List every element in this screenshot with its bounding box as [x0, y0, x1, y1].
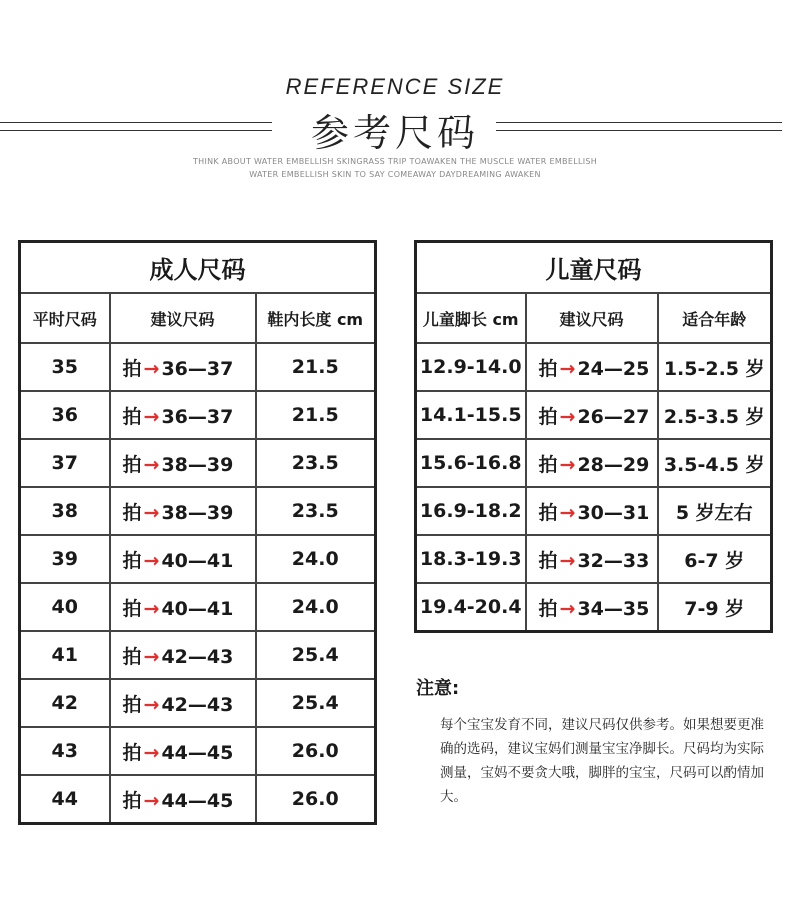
adult-header-suggested-size: 建议尺码: [110, 293, 256, 343]
adult-table-title: 成人尺码: [20, 242, 376, 294]
length-cell: 12.9-14.0: [416, 343, 526, 391]
table-row: [416, 583, 772, 632]
length-cell: 16.9-18.2: [416, 487, 526, 535]
suggest-value: 30—31: [577, 501, 650, 524]
size-cell: 40: [20, 583, 110, 631]
size-cell: 41: [20, 631, 110, 679]
header-title-cn: 参考尺码: [310, 111, 479, 155]
table-row: [20, 727, 376, 775]
suggested-size-cell: [526, 535, 658, 583]
table-row: [20, 583, 376, 631]
suggested-size-cell: [526, 439, 658, 487]
child-header-suggested-size: 建议尺码: [526, 293, 658, 343]
suggest-prefix: 拍: [122, 453, 142, 476]
suggest-value: 34—35: [577, 597, 650, 620]
length-cell: 26.0: [256, 775, 376, 824]
suggest-value: 26—27: [577, 405, 650, 428]
length-cell: 14.1-15.5: [416, 391, 526, 439]
length-cell: 24.0: [256, 583, 376, 631]
suggest-prefix: 拍: [122, 357, 142, 380]
arrow-right-icon: →: [143, 549, 160, 572]
length-cell: 23.5: [256, 439, 376, 487]
size-cell: 38: [20, 487, 110, 535]
note-body: 每个宝宝发育不同，建议尺码仅供参考。如果想要更准确的选码，建议宝妈们测量宝宝净脚长。尺码均为实际测量，宝妈不要贪大哦，脚胖的宝宝，尺码可以酌情加大。: [440, 717, 764, 805]
suggest-value: 38—39: [161, 501, 234, 524]
suggest-prefix: 拍: [538, 453, 558, 476]
length-cell: 21.5: [256, 343, 376, 391]
table-row: [20, 439, 376, 487]
suggest-value: 24—25: [577, 357, 650, 380]
suggest-prefix: 拍: [122, 597, 142, 620]
arrow-right-icon: →: [559, 549, 576, 572]
arrow-right-icon: →: [143, 693, 160, 716]
arrow-right-icon: →: [143, 741, 160, 764]
suggest-prefix: 拍: [538, 597, 558, 620]
adult-header-inner-length: 鞋内长度 cm: [256, 293, 376, 343]
suggested-size-cell: [110, 631, 256, 679]
table-row: [416, 487, 772, 535]
suggested-size-cell: [110, 679, 256, 727]
age-cell: 3.5-4.5 岁: [658, 439, 772, 487]
suggested-size-cell: [110, 343, 256, 391]
suggested-size-cell: [110, 535, 256, 583]
suggested-size-cell: [526, 343, 658, 391]
length-cell: 26.0: [256, 727, 376, 775]
suggest-prefix: 拍: [122, 645, 142, 668]
suggest-prefix: 拍: [538, 549, 558, 572]
table-row: [20, 535, 376, 583]
suggest-value: 42—43: [161, 693, 234, 716]
table-row: [416, 535, 772, 583]
age-cell: 7-9 岁: [658, 583, 772, 632]
suggested-size-cell: [110, 775, 256, 824]
arrow-right-icon: →: [143, 357, 160, 380]
size-cell: 37: [20, 439, 110, 487]
age-cell: 6-7 岁: [658, 535, 772, 583]
suggest-value: 44—45: [161, 741, 234, 764]
child-size-table: [414, 240, 773, 633]
suggest-prefix: 拍: [538, 405, 558, 428]
suggest-prefix: 拍: [538, 501, 558, 524]
note-title: 注意:: [416, 678, 460, 699]
suggest-prefix: 拍: [122, 405, 142, 428]
suggested-size-cell: [110, 439, 256, 487]
table-row: [20, 679, 376, 727]
suggest-prefix: 拍: [122, 789, 142, 812]
suggest-prefix: 拍: [122, 501, 142, 524]
arrow-right-icon: →: [559, 405, 576, 428]
suggest-value: 36—37: [161, 405, 234, 428]
header-subtitle-line2: WATER EMBELLISH SKIN TO SAY COMEAWAY DAYDREAMING AWAKEN: [249, 170, 541, 179]
arrow-right-icon: →: [559, 501, 576, 524]
suggested-size-cell: [110, 391, 256, 439]
suggested-size-cell: [110, 583, 256, 631]
arrow-right-icon: →: [143, 405, 160, 428]
size-cell: 42: [20, 679, 110, 727]
age-cell: 1.5-2.5 岁: [658, 343, 772, 391]
suggest-value: 40—41: [161, 597, 234, 620]
suggest-prefix: 拍: [538, 357, 558, 380]
length-cell: 21.5: [256, 391, 376, 439]
child-table-title: 儿童尺码: [416, 242, 772, 294]
header-subtitle-line1: THINK ABOUT WATER EMBELLISH SKINGRASS TRIP TOAWAKEN THE MUSCLE WATER EMBELLISH: [192, 157, 598, 166]
suggest-value: 44—45: [161, 789, 234, 812]
table-row: [20, 391, 376, 439]
table-row: [20, 487, 376, 535]
suggested-size-cell: [526, 583, 658, 632]
suggested-size-cell: [526, 487, 658, 535]
adult-size-table: [18, 240, 377, 825]
child-header-foot-length: 儿童脚长 cm: [416, 293, 526, 343]
table-row: [20, 343, 376, 391]
arrow-right-icon: →: [143, 789, 160, 812]
table-row: [20, 631, 376, 679]
header-title-en: REFERENCE SIZE: [285, 74, 505, 99]
table-row: [416, 343, 772, 391]
length-cell: 24.0: [256, 535, 376, 583]
arrow-right-icon: →: [143, 501, 160, 524]
length-cell: 18.3-19.3: [416, 535, 526, 583]
length-cell: 25.4: [256, 679, 376, 727]
size-cell: 39: [20, 535, 110, 583]
suggested-size-cell: [526, 391, 658, 439]
suggest-value: 42—43: [161, 645, 234, 668]
suggested-size-cell: [110, 487, 256, 535]
suggest-value: 40—41: [161, 549, 234, 572]
age-cell: 2.5-3.5 岁: [658, 391, 772, 439]
table-row: [20, 775, 376, 824]
suggest-prefix: 拍: [122, 741, 142, 764]
suggested-size-cell: [110, 727, 256, 775]
age-cell: 5 岁左右: [658, 487, 772, 535]
table-row: [416, 391, 772, 439]
arrow-right-icon: →: [559, 453, 576, 476]
length-cell: 23.5: [256, 487, 376, 535]
suggest-value: 38—39: [161, 453, 234, 476]
length-cell: 25.4: [256, 631, 376, 679]
arrow-right-icon: →: [559, 357, 576, 380]
arrow-right-icon: →: [143, 645, 160, 668]
header-rule-right: [496, 122, 782, 131]
child-header-age: 适合年龄: [658, 293, 772, 343]
size-cell: 44: [20, 775, 110, 824]
adult-header-usual-size: 平时尺码: [20, 293, 110, 343]
table-row: [416, 439, 772, 487]
length-cell: 15.6-16.8: [416, 439, 526, 487]
suggest-value: 32—33: [577, 549, 650, 572]
size-cell: 43: [20, 727, 110, 775]
size-cell: 36: [20, 391, 110, 439]
arrow-right-icon: →: [143, 453, 160, 476]
arrow-right-icon: →: [143, 597, 160, 620]
arrow-right-icon: →: [559, 597, 576, 620]
size-cell: 35: [20, 343, 110, 391]
length-cell: 19.4-20.4: [416, 583, 526, 632]
suggest-value: 28—29: [577, 453, 650, 476]
suggest-value: 36—37: [161, 357, 234, 380]
suggest-prefix: 拍: [122, 549, 142, 572]
suggest-prefix: 拍: [122, 693, 142, 716]
